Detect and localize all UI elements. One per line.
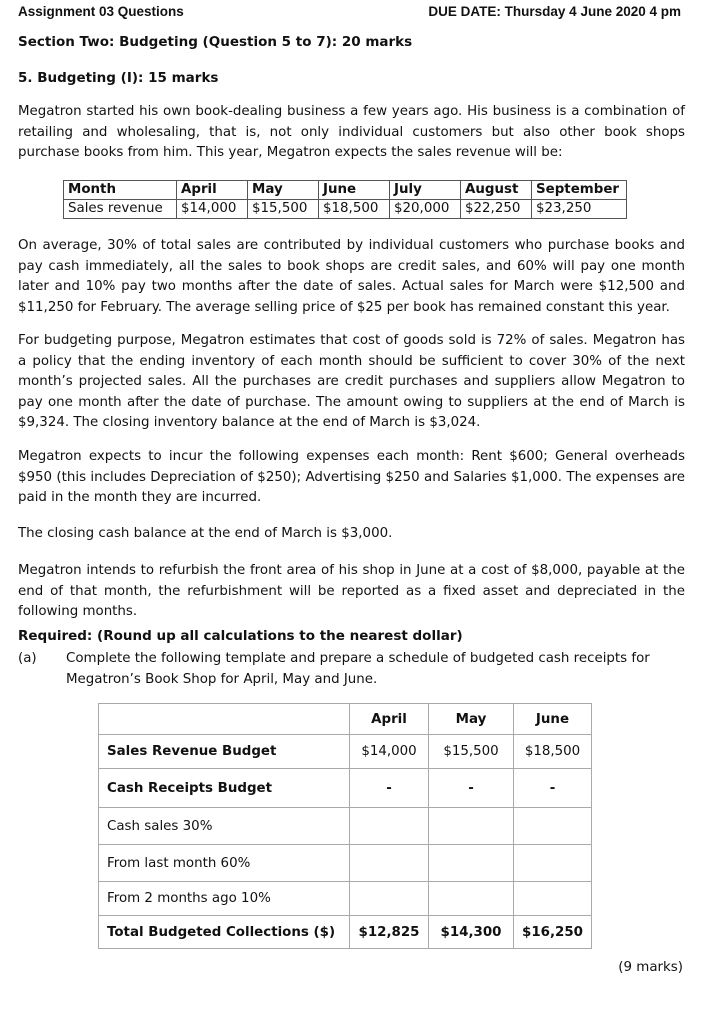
template-cell: - — [350, 769, 429, 808]
due-date: DUE DATE: Thursday 4 June 2020 4 pm — [428, 4, 681, 19]
paragraph-intro: Megatron started his own book-dealing business a few years ago. His business is a combination of retailing and wholesaling, that is, not only individual customers but also other book shops purchase books from him. This year, Megatron expects the sales revenue will be: — [18, 104, 685, 160]
template-cell: $15,500 — [429, 735, 514, 769]
template-empty-cell — [514, 808, 592, 845]
paragraph-refurbishment: Megatron intends to refurbish the front area of his shop in June at a cost of $8,000, payable at the end of that month, the refurbishment will be reported as a fixed asset and depreciated in the following months. — [18, 563, 685, 619]
template-row-label: Cash Receipts Budget — [99, 769, 350, 808]
sales-header-cell: August — [461, 181, 532, 200]
template-row-label: Total Budgeted Collections ($) — [99, 916, 350, 949]
template-col-april: April — [350, 704, 429, 735]
template-total-cell: $16,250 — [514, 916, 592, 949]
paragraph-inventory: For budgeting purpose, Megatron estimates that cost of goods sold is 72% of sales. Megatron has a policy that the ending inventory of each month should be sufficient to cover 30% of the next month’s projected sales. All the purchases are credit purchases and suppliers allow Megatron to pay one month after the date of purchase. The amount owing to suppliers at the end of March is $9,324. The closing inventory balance at the end of March is $3,024. — [18, 333, 685, 430]
template-row-sales-revenue — [99, 735, 592, 769]
paragraph-expenses: Megatron expects to incur the following expenses each month: Rent $600; General overheads $950 (this includes Depreciation of $250); Advertising $250 and Salaries $1,000. The expenses are paid in the month they are incurred. — [18, 449, 685, 505]
sales-header-cell: July — [390, 181, 461, 200]
sales-cell: $15,500 — [248, 200, 319, 219]
sales-table-row — [64, 200, 627, 219]
sales-cell: Sales revenue — [64, 200, 177, 219]
sales-header-cell: Month — [64, 181, 177, 200]
template-cell: - — [429, 769, 514, 808]
paragraph-cash-balance: The closing cash balance at the end of March is $3,000. — [18, 526, 393, 541]
template-empty-cell — [350, 845, 429, 882]
template-empty-cell — [429, 882, 514, 916]
template-row-cash-receipts — [99, 769, 592, 808]
template-row-last-month — [99, 845, 592, 882]
sales-cell: $14,000 — [177, 200, 248, 219]
template-total-cell: $12,825 — [350, 916, 429, 949]
template-cell: $14,000 — [350, 735, 429, 769]
section-title: Section Two: Budgeting (Question 5 to 7): 20 marks — [18, 34, 413, 50]
template-row-label: Sales Revenue Budget — [99, 735, 350, 769]
template-row-total — [99, 916, 592, 949]
sales-table-header-row — [64, 181, 627, 200]
template-cell: $18,500 — [514, 735, 592, 769]
sales-cell: $18,500 — [319, 200, 390, 219]
template-row-cash-sales — [99, 808, 592, 845]
marks-label: (9 marks) — [618, 960, 683, 975]
cash-receipts-template — [98, 703, 592, 949]
template-empty-cell — [350, 882, 429, 916]
required-heading: Required: (Round up all calculations to the nearest dollar) — [18, 628, 463, 644]
sales-cell: $23,250 — [532, 200, 627, 219]
part-a-label: (a) — [18, 651, 37, 666]
sales-header-cell: June — [319, 181, 390, 200]
sales-cell: $20,000 — [390, 200, 461, 219]
template-row-label: From 2 months ago 10% — [99, 882, 350, 916]
sales-header-cell: September — [532, 181, 627, 200]
template-row-label: From last month 60% — [99, 845, 350, 882]
template-col-june: June — [514, 704, 592, 735]
template-empty-cell — [429, 808, 514, 845]
template-header-row — [99, 704, 592, 735]
paragraph-sales-terms: On average, 30% of total sales are contributed by individual customers who purchase books and pay cash immediately, all the sales to book shops are credit sales, and 60% will pay one month later and 10% pay two months after the date of sales. Actual sales for March were $12,500 and $11,250 for February. The average selling price of $25 per book has remained constant this year. — [18, 238, 685, 315]
template-empty-cell — [514, 882, 592, 916]
template-empty-cell — [429, 845, 514, 882]
template-col-may: May — [429, 704, 514, 735]
template-cell: - — [514, 769, 592, 808]
template-row-label: Cash sales 30% — [99, 808, 350, 845]
question-title: 5. Budgeting (I): 15 marks — [18, 70, 219, 86]
template-total-cell: $14,300 — [429, 916, 514, 949]
template-row-two-months — [99, 882, 592, 916]
sales-cell: $22,250 — [461, 200, 532, 219]
assignment-title: Assignment 03 Questions — [18, 4, 184, 19]
sales-header-cell: May — [248, 181, 319, 200]
template-header-blank — [99, 704, 350, 735]
part-a-text: Complete the following template and prepare a schedule of budgeted cash receipts for Megatron’s Book Shop for April, May and June. — [66, 651, 650, 687]
sales-revenue-table — [63, 180, 627, 219]
template-empty-cell — [514, 845, 592, 882]
sales-header-cell: April — [177, 181, 248, 200]
template-empty-cell — [350, 808, 429, 845]
page-header — [18, 4, 681, 22]
